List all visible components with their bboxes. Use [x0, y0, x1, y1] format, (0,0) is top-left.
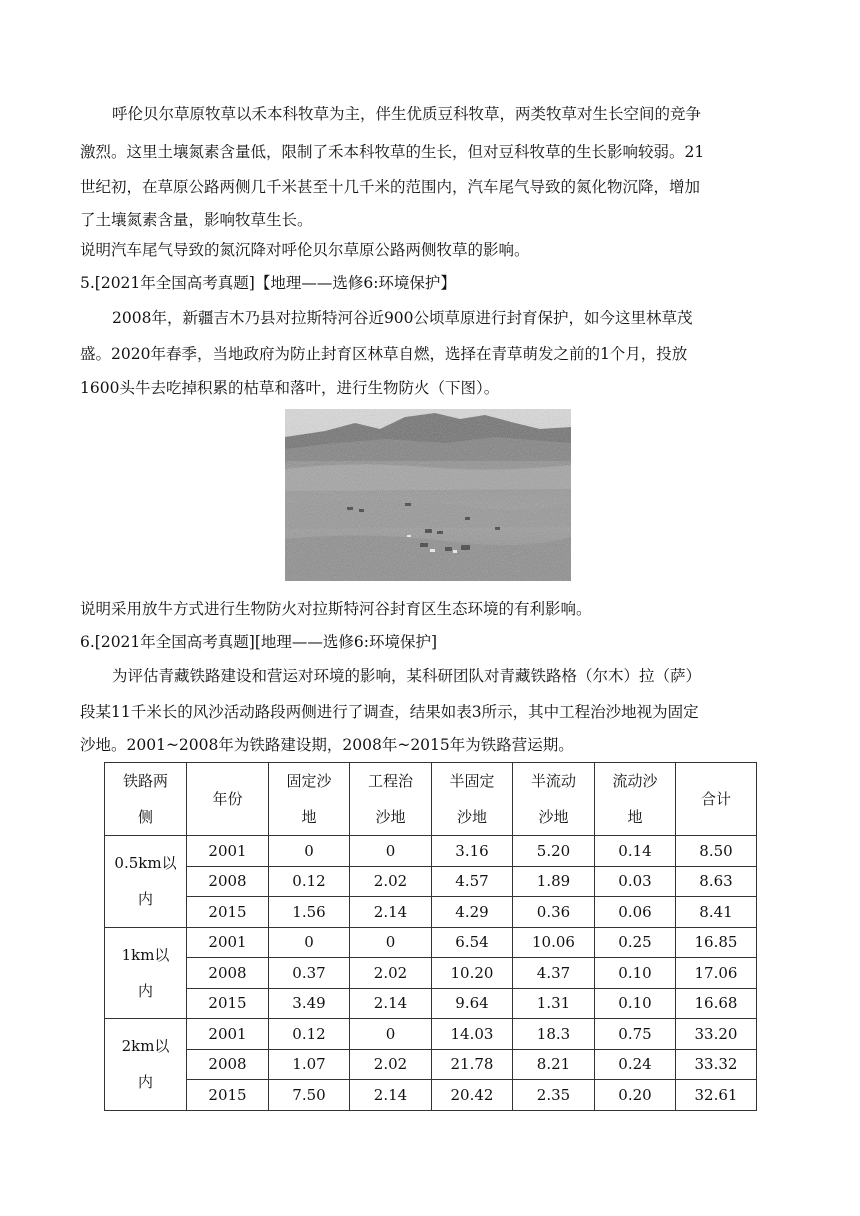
paragraph-grassland-line-1: 呼伦贝尔草原牧草以禾本科牧草为主，伴生优质豆科牧草，两类牧草对生长空间的竞争: [112, 105, 702, 123]
table-cell: 0.36: [513, 897, 595, 928]
table-cell: 0: [350, 927, 432, 958]
table-cell: 0.10: [595, 958, 676, 989]
question-grassland: 说明汽车尾气导致的氮沉降对呼伦贝尔草原公路两侧牧草的影响。: [80, 241, 530, 259]
table-row: [105, 866, 757, 897]
table-cell: 1.89: [513, 866, 595, 897]
table-cell: 1.31: [513, 988, 595, 1019]
table-cell: 14.03: [432, 1019, 513, 1050]
table-cell: 0.03: [595, 866, 676, 897]
table-cell: 16.85: [676, 927, 757, 958]
table-cell: 9.64: [432, 988, 513, 1019]
table-cell: 2008: [187, 866, 269, 897]
table-cell: 0.75: [595, 1019, 676, 1050]
table-cell: 4.37: [513, 958, 595, 989]
table-cell: 2001: [187, 927, 269, 958]
table-cell: 10.06: [513, 927, 595, 958]
paragraph-grassland-line-2: 激烈。这里土壤氮素含量低，限制了禾本科牧草的生长，但对豆科牧草的生长影响较弱。21: [80, 143, 705, 161]
table-cell: 2001: [187, 1019, 269, 1050]
table-cell: 0: [350, 1019, 432, 1050]
table-cell: 2001: [187, 836, 269, 867]
table-cell: 32.61: [676, 1080, 757, 1111]
table-cell: 2008: [187, 958, 269, 989]
paragraph-railway-line-2: 段某11千米长的风沙活动路段两侧进行了调查，结果如表3所示，其中工程治沙地视为固定: [80, 703, 699, 721]
table-cell: 7.50: [269, 1080, 350, 1111]
paragraph-fire-line-2: 盛。2020年春季，当地政府为防止封育区林草自燃，选择在青草萌发之前的1个月，投放: [80, 345, 688, 363]
table-cell: 2.14: [350, 988, 432, 1019]
table-cell: 2.02: [350, 1049, 432, 1080]
table-cell: 0: [269, 836, 350, 867]
table-cell: 4.57: [432, 866, 513, 897]
table-cell: 21.78: [432, 1049, 513, 1080]
paragraph-grassland-line-3: 世纪初，在草原公路两侧几千米甚至十几千米的范围内，汽车尾气导致的氮化物沉降，增加: [80, 178, 701, 196]
table-cell: 0.10: [595, 988, 676, 1019]
table-cell: 17.06: [676, 958, 757, 989]
table-cell: 2008: [187, 1049, 269, 1080]
table-cell: 0.06: [595, 897, 676, 928]
table-row: [105, 988, 757, 1019]
table-cell: 0.24: [595, 1049, 676, 1080]
table-cell: 2.14: [350, 897, 432, 928]
paragraph-railway-line-1: 为评估青藏铁路建设和营运对环境的影响，某科研团队对青藏铁路格（尔木）拉（萨）: [112, 667, 702, 685]
table-cell: 6.54: [432, 927, 513, 958]
question-5-heading: 5.[2021年全国高考真题]【地理——选修6:环境保护】: [80, 274, 456, 292]
paragraph-grassland-line-4: 了土壤氮素含量，影响牧草生长。: [80, 211, 313, 229]
table-cell: 2015: [187, 897, 269, 928]
table-header-cell: 半固定 沙地: [432, 763, 513, 836]
table-cell: 5.20: [513, 836, 595, 867]
table-group-label: 1km以 内: [105, 927, 187, 1019]
table-cell: 0.20: [595, 1080, 676, 1111]
question-5-prompt: 说明采用放牛方式进行生物防火对拉斯特河谷封育区生态环境的有利影响。: [80, 600, 592, 618]
table-cell: 0.14: [595, 836, 676, 867]
table-cell: 2.14: [350, 1080, 432, 1111]
table-cell: 0.12: [269, 1019, 350, 1050]
table-cell: 0: [350, 836, 432, 867]
paragraph-railway-line-3: 沙地。2001~2008年为铁路建设期，2008年~2015年为铁路营运期。: [80, 736, 574, 754]
table-cell: 0: [269, 927, 350, 958]
table-row: [105, 1049, 757, 1080]
table-header-cell: 半流动 沙地: [513, 763, 595, 836]
table-cell: 4.29: [432, 897, 513, 928]
table-row: [105, 897, 757, 928]
table-cell: 20.42: [432, 1080, 513, 1111]
table-header-cell: 工程治 沙地: [350, 763, 432, 836]
table-row: [105, 958, 757, 989]
table-cell: 8.41: [676, 897, 757, 928]
cattle-grazing-photo: [285, 409, 571, 581]
table-cell: 2015: [187, 1080, 269, 1111]
table-cell: 16.68: [676, 988, 757, 1019]
table-row: [105, 1080, 757, 1111]
table-cell: 0.37: [269, 958, 350, 989]
paragraph-fire-line-3: 1600头牛去吃掉积累的枯草和落叶，进行生物防火（下图）。: [80, 379, 500, 397]
table-row: [105, 1019, 757, 1050]
table-cell: 0.25: [595, 927, 676, 958]
table-cell: 18.3: [513, 1019, 595, 1050]
table-group-label: 0.5km以 内: [105, 836, 187, 928]
table-cell: 1.07: [269, 1049, 350, 1080]
sand-land-table: [104, 762, 757, 1111]
table-header-cell: 流动沙 地: [595, 763, 676, 836]
table-cell: 2.02: [350, 958, 432, 989]
table-cell: 2.35: [513, 1080, 595, 1111]
table-header-cell: 固定沙 地: [269, 763, 350, 836]
table-cell: 3.16: [432, 836, 513, 867]
question-6-heading: 6.[2021年全国高考真题][地理——选修6:环境保护]: [80, 633, 438, 651]
table-row: [105, 836, 757, 867]
table-cell: 10.20: [432, 958, 513, 989]
table-header-cell: 年份: [187, 763, 269, 836]
table-cell: 8.50: [676, 836, 757, 867]
table-cell: 33.20: [676, 1019, 757, 1050]
table-row: [105, 927, 757, 958]
table-cell: 1.56: [269, 897, 350, 928]
table-cell: 2015: [187, 988, 269, 1019]
paragraph-fire-line-1: 2008年，新疆吉木乃县对拉斯特河谷近900公顷草原进行封育保护，如今这里林草茂: [112, 309, 693, 327]
table-cell: 33.32: [676, 1049, 757, 1080]
table-cell: 8.21: [513, 1049, 595, 1080]
table-header-cell: 铁路两 侧: [105, 763, 187, 836]
table-header-cell: 合计: [676, 763, 757, 836]
table-group-label: 2km以 内: [105, 1019, 187, 1111]
table-cell: 3.49: [269, 988, 350, 1019]
table-cell: 0.12: [269, 866, 350, 897]
table-cell: 2.02: [350, 866, 432, 897]
table-header-row: [105, 763, 757, 836]
table-cell: 8.63: [676, 866, 757, 897]
